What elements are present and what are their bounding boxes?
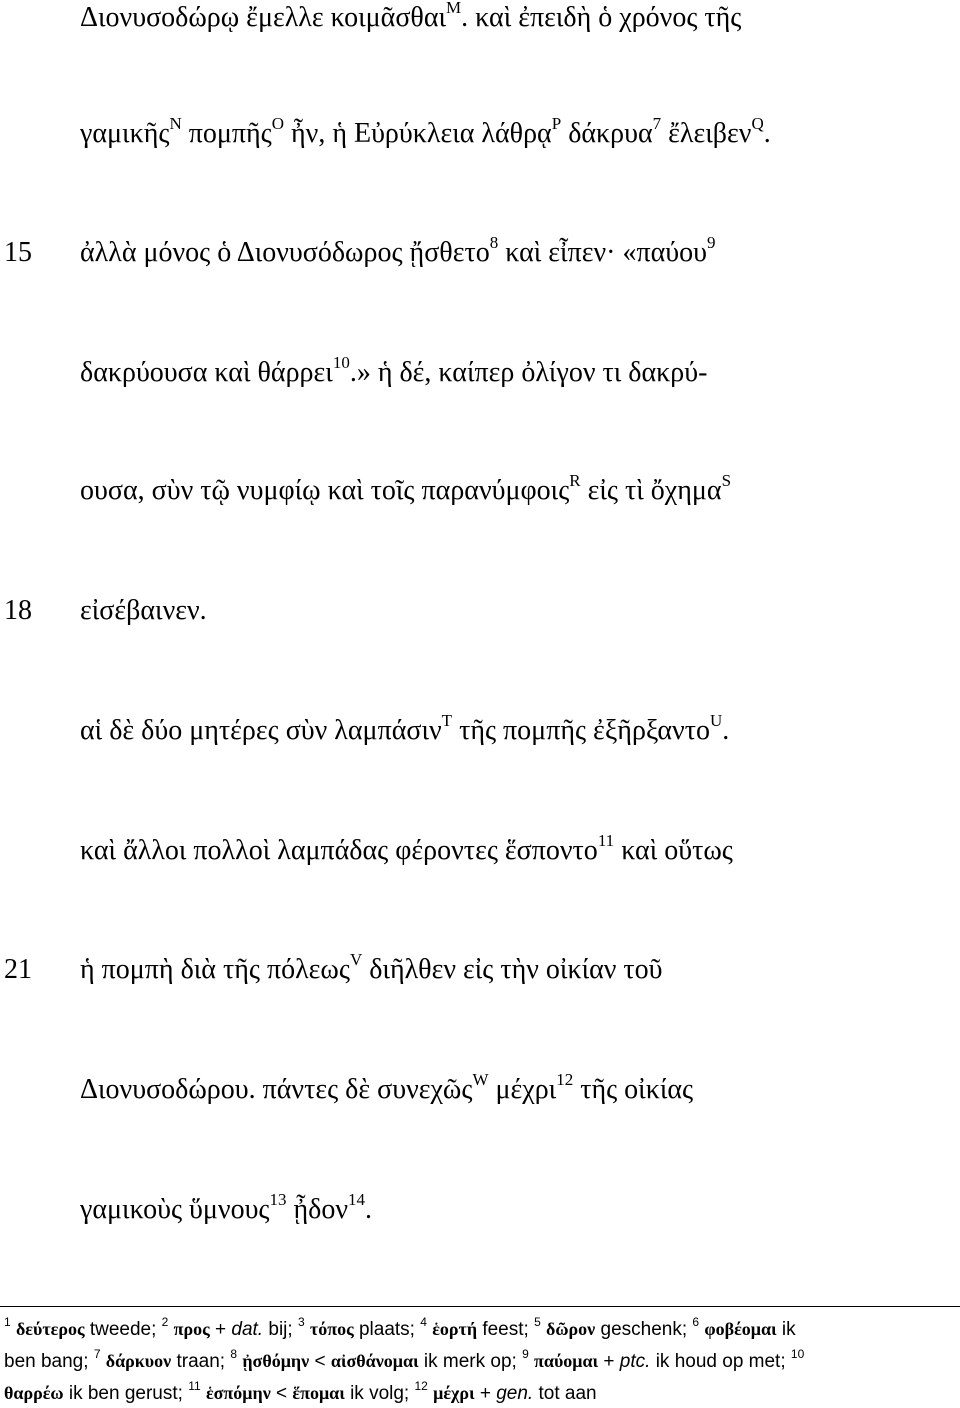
text-line-10 — [80, 1069, 694, 1107]
text-segment: τῆς οἰκίας — [573, 1074, 694, 1105]
footnote-number: 6 — [692, 1314, 700, 1329]
footnote-ref: 13 — [269, 1189, 287, 1209]
footnote-ref: 10 — [332, 352, 350, 372]
note-marker: T — [441, 710, 453, 730]
gloss: ik volg; — [344, 1383, 415, 1404]
greek-term: δεύτερος — [15, 1319, 85, 1339]
footnote-ref: 14 — [348, 1189, 366, 1209]
footnote-ref: 11 — [597, 830, 615, 850]
note-marker: W — [472, 1069, 489, 1089]
gloss-italic: dat. — [231, 1319, 264, 1340]
footnote-ref: 9 — [707, 232, 716, 252]
text-segment: εἰς τὶ ὄχημα — [580, 475, 722, 506]
footnote-number: 12 — [414, 1378, 428, 1393]
greek-term: προς — [173, 1319, 210, 1339]
text-line-5 — [80, 470, 732, 508]
note-marker: U — [709, 710, 723, 730]
text-segment: καὶ οὕτως — [614, 835, 733, 866]
footnote-line-3 — [4, 1378, 597, 1406]
text-segment: . — [365, 1194, 373, 1225]
footnote-number: 9 — [522, 1346, 529, 1361]
text-segment: ᾖδον — [286, 1194, 349, 1225]
greek-term: ᾐσθόμην — [242, 1351, 310, 1371]
greek-term: δάρκυον — [105, 1351, 172, 1371]
text-line-8 — [80, 830, 733, 868]
footnote-number: 7 — [93, 1346, 101, 1361]
gloss: traan; — [171, 1351, 231, 1372]
text-segment: ἀλλὰ μόνος ὁ Διονυσόδωρος ᾔσθετο — [80, 237, 490, 268]
gloss: < — [270, 1383, 293, 1404]
text-segment: . — [722, 715, 730, 746]
footnote-number: 8 — [230, 1346, 238, 1361]
gloss: bij; — [263, 1319, 298, 1340]
greek-term: δῶρον — [546, 1319, 596, 1339]
gloss-italic: gen. — [496, 1383, 534, 1404]
text-segment: εἰσέβαινεν. — [80, 595, 207, 626]
note-marker: M — [446, 0, 462, 17]
text-segment: ουσα, σὺν τῷ νυμφίῳ καὶ τοῖς παρανύμφοις — [80, 475, 570, 506]
line-number-15: 15 — [4, 237, 32, 268]
gloss: + — [598, 1351, 620, 1372]
note-marker: R — [569, 470, 581, 490]
text-line-9 — [80, 949, 663, 987]
text-segment: γαμικοὺς ὕμνους — [80, 1194, 270, 1225]
greek-term: τόπος — [309, 1319, 354, 1339]
text-line-4 — [80, 352, 708, 390]
text-segment: αἱ δὲ δύο μητέρες σὺν λαμπάσιν — [80, 715, 442, 746]
footnote-line-2 — [4, 1346, 805, 1374]
text-segment: καὶ ἄλλοι πολλοὶ λαμπάδας φέροντες ἕσποντο — [80, 835, 598, 866]
footnote-ref: 8 — [489, 232, 499, 252]
text-segment: ἦν, ἡ Εὐρύκλεια λάθρᾳ — [284, 118, 552, 149]
text-segment: Διονυσοδώρῳ ἔμελλε κοιμᾶσθαι — [80, 2, 447, 33]
gloss-italic: ptc. — [619, 1351, 651, 1372]
footnote-line-1 — [4, 1314, 796, 1342]
greek-term: αἰσθάνομαι — [330, 1351, 419, 1371]
text-segment: διῆλθεν εἰς τὴν οἰκίαν τοῦ — [362, 954, 663, 985]
greek-term: μέχρι — [433, 1383, 475, 1403]
text-segment: ἡ πομπὴ διὰ τῆς πόλεως — [80, 954, 350, 985]
greek-term: παύομαι — [534, 1351, 599, 1371]
text-line-6 — [80, 594, 207, 628]
line-number-21: 21 — [4, 954, 32, 985]
text-segment: καὶ εἶπεν· «παύου — [498, 237, 707, 268]
footnote-divider — [0, 1306, 960, 1307]
footnote-number: 11 — [188, 1378, 201, 1393]
text-line-1 — [80, 1, 741, 35]
gloss: ik merk op; — [418, 1351, 523, 1372]
gloss: + — [209, 1319, 232, 1340]
gloss: < — [309, 1351, 331, 1372]
text-segment: μέχρι — [488, 1074, 557, 1105]
text-segment: δάκρυα — [561, 118, 653, 149]
greek-term: φοβέομαι — [704, 1319, 777, 1339]
text-line-3 — [80, 232, 716, 270]
note-marker: O — [271, 113, 285, 133]
greek-term: ἕπομαι — [292, 1383, 345, 1403]
gloss: + — [474, 1383, 497, 1404]
footnote-number: 5 — [534, 1314, 541, 1329]
gloss: ik houd op met; — [650, 1351, 791, 1372]
text-line-2 — [80, 113, 771, 151]
text-segment: .» ἡ δέ, καίπερ ὀλίγον τι δακρύ- — [349, 357, 708, 388]
note-marker: V — [349, 949, 363, 969]
text-line-11 — [80, 1189, 373, 1227]
footnote-number: 10 — [790, 1346, 805, 1361]
gloss: tot aan — [533, 1383, 597, 1404]
footnote-number: 2 — [161, 1314, 169, 1329]
note-marker: Q — [751, 113, 764, 133]
footnote-ref: 12 — [556, 1069, 574, 1089]
footnote-number: 3 — [297, 1314, 305, 1329]
gloss: ben bang; — [4, 1351, 94, 1372]
gloss: geschenk; — [595, 1319, 693, 1340]
footnote-number: 4 — [420, 1314, 427, 1329]
text-segment: . — [763, 118, 771, 149]
text-segment: . καὶ ἐπειδὴ ὁ χρόνος τῆς — [461, 2, 742, 33]
text-segment: γαμικῆς — [80, 118, 170, 149]
gloss: tweede; — [84, 1319, 162, 1340]
note-marker: S — [721, 470, 732, 490]
gloss: ik — [776, 1319, 796, 1340]
line-number-18: 18 — [4, 595, 32, 626]
text-segment: Διονυσοδώρου. πάντες δὲ συνεχῶς — [80, 1074, 473, 1105]
greek-term: θαρρέω — [4, 1383, 64, 1403]
footnote-ref: 7 — [652, 113, 662, 133]
gloss: ik ben gerust; — [63, 1383, 189, 1404]
greek-term: ἑορτή — [432, 1319, 478, 1339]
gloss: plaats; — [353, 1319, 421, 1340]
footnote-number: 1 — [4, 1314, 11, 1329]
gloss: feest; — [477, 1319, 535, 1340]
text-segment: δακρύουσα καὶ θάρρει — [80, 357, 333, 388]
text-segment: ἔλειβεν — [661, 118, 752, 149]
greek-term: ἑσπόμην — [205, 1383, 271, 1403]
text-line-7 — [80, 710, 730, 748]
text-segment: τῆς πομπῆς ἐξῆρξαντο — [452, 715, 710, 746]
note-marker: P — [551, 113, 562, 133]
note-marker: N — [169, 113, 182, 133]
text-segment: πομπῆς — [181, 118, 272, 149]
